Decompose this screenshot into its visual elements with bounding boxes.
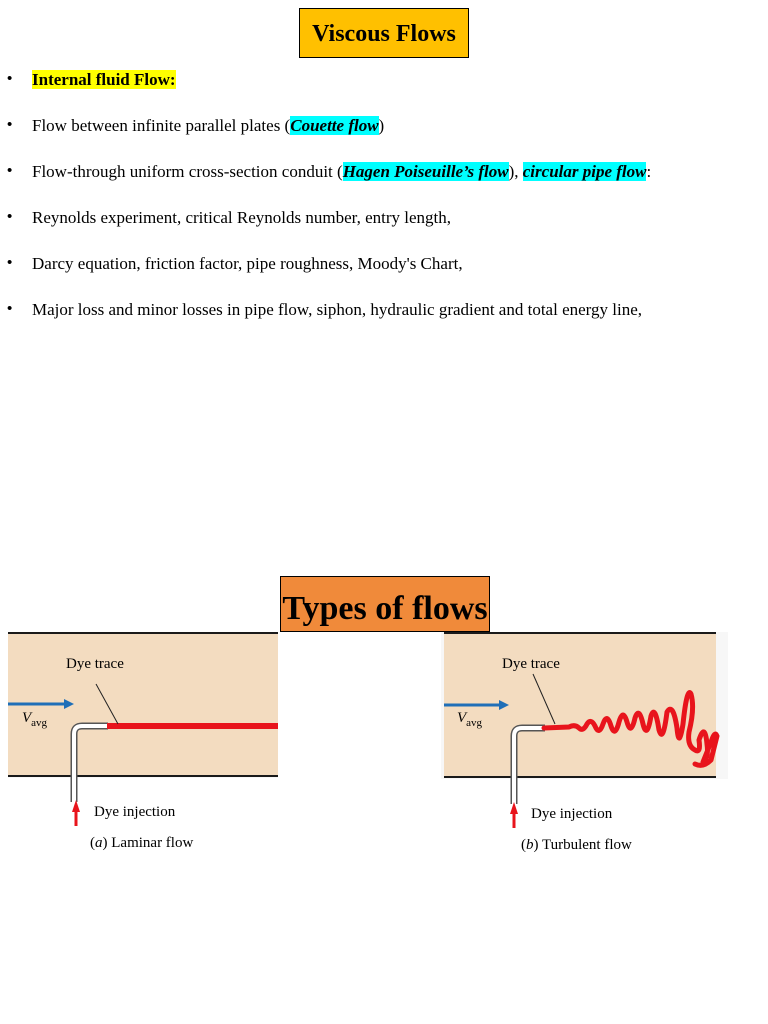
highlight-term: circular pipe flow bbox=[522, 162, 647, 181]
slide-title-types-of-flows: Types of flows bbox=[280, 576, 490, 632]
caption-letter: b bbox=[526, 837, 534, 853]
bullet-icon: • bbox=[7, 162, 13, 179]
caption-text: Laminar flow bbox=[107, 835, 194, 851]
velocity-symbol: V bbox=[457, 710, 467, 726]
bullet-icon: • bbox=[7, 300, 13, 317]
bullet-text: Darcy equation, friction factor, pipe roughness, Moody's Chart, bbox=[32, 254, 463, 273]
bullet-text-part: Flow-through uniform cross-section conduit ( bbox=[32, 162, 343, 181]
velocity-symbol: V bbox=[22, 710, 32, 726]
figure-caption: (a) Laminar flow bbox=[90, 835, 194, 851]
dye-trace-label: Dye trace bbox=[502, 656, 560, 672]
highlight-heading: Internal fluid Flow: bbox=[32, 70, 176, 89]
velocity-subscript: avg bbox=[31, 717, 48, 729]
bullet-text bbox=[32, 116, 384, 136]
dye-trace-label: Dye trace bbox=[66, 656, 124, 672]
bullet-icon: • bbox=[7, 70, 13, 87]
caption-letter: a bbox=[95, 835, 103, 851]
bullet-text: Reynolds experiment, critical Reynolds number, entry length, bbox=[32, 208, 452, 227]
bullet-text-part: ) bbox=[378, 116, 385, 135]
bullet-text: Major loss and minor losses in pipe flow, siphon, hydraulic gradient and total energy line, bbox=[32, 300, 642, 319]
highlight-term: Hagen Poiseuille’s flow bbox=[342, 162, 509, 181]
bullet-icon: • bbox=[7, 116, 13, 133]
bullet-text-part: ), bbox=[508, 162, 523, 181]
velocity-label bbox=[22, 710, 47, 729]
bullet-text-part: Flow between infinite parallel plates ( bbox=[32, 116, 291, 135]
bullet-text-part: : bbox=[646, 162, 652, 181]
highlight-term: Couette flow bbox=[290, 116, 379, 135]
dye-injection-label: Dye injection bbox=[531, 806, 613, 822]
bullet-icon: • bbox=[7, 208, 13, 225]
velocity-label bbox=[457, 710, 482, 729]
velocity-subscript: avg bbox=[466, 717, 483, 729]
bullet-text bbox=[32, 70, 176, 90]
caption-text: Turbulent flow bbox=[538, 837, 632, 853]
bullet-text bbox=[32, 162, 651, 182]
turbulent-flow-figure bbox=[441, 632, 728, 858]
slide-title-viscous-flows: Viscous Flows bbox=[299, 8, 469, 58]
dye-injection-label: Dye injection bbox=[94, 804, 176, 820]
figure-caption: (b) Turbulent flow bbox=[521, 837, 632, 853]
laminar-flow-figure bbox=[8, 632, 278, 858]
bullet-icon: • bbox=[7, 254, 13, 271]
